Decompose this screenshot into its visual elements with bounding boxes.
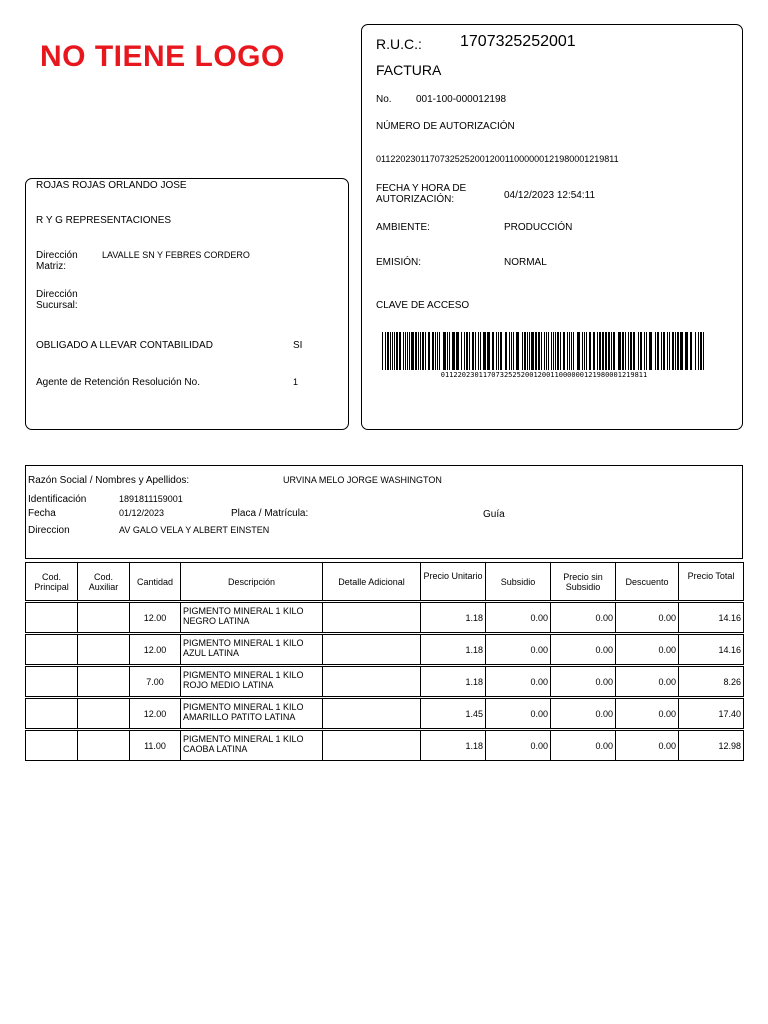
barcode-bar (640, 332, 642, 370)
authorization-date-value: 04/12/2023 12:54:11 (504, 190, 596, 201)
cell-cantidad: 12.00 (130, 635, 181, 665)
barcode-bar (409, 332, 410, 370)
barcode-bar (611, 332, 612, 370)
barcode-bar (464, 332, 465, 370)
barcode-bar (613, 332, 615, 370)
barcode-bar (487, 332, 490, 370)
cell-detalle-adicional (323, 603, 421, 633)
items-header-row (26, 563, 744, 601)
cell-cantidad: 11.00 (130, 731, 181, 761)
barcode-bar (625, 332, 626, 370)
barcode-bar (439, 332, 440, 370)
barcode-bar (524, 332, 526, 370)
header-precio-unitario: Precio Unitario (421, 563, 486, 601)
invoice-number-value: 001-100-000012198 (416, 94, 507, 105)
barcode-bar (649, 332, 652, 370)
barcode-bar (399, 332, 401, 370)
barcode-bar (644, 332, 645, 370)
table-row (26, 667, 744, 697)
cell-subsidio: 0.00 (486, 603, 551, 633)
barcode-bar (551, 332, 552, 370)
barcode-bar (577, 332, 580, 370)
header-precio-total: Precio Total (679, 563, 744, 601)
customer-name-value: URVINA MELO JORGE WASHINGTON (283, 475, 442, 485)
barcode-bar (553, 332, 554, 370)
barcode-bar (672, 332, 674, 370)
barcode-bar (405, 332, 406, 370)
cell-precio-sin-subsidio: 0.00 (551, 699, 616, 729)
cell-subsidio: 0.00 (486, 667, 551, 697)
barcode-bar (418, 332, 419, 370)
barcode-bar (469, 332, 470, 370)
cell-precio-total: 17.40 (679, 699, 744, 729)
ruc-value: 1707325252001 (460, 33, 576, 50)
access-key-label: CLAVE DE ACCESO (376, 300, 470, 311)
header-detalle-adicional: Detalle Adicional (323, 563, 421, 601)
cell-precio-unitario: 1.18 (421, 603, 486, 633)
authorization-date-label: FECHA Y HORA DE AUTORIZACIÓN: (376, 183, 467, 205)
accounting-obligation-label: OBLIGADO A LLEVAR CONTABILIDAD (36, 340, 213, 351)
barcode-bar (396, 332, 398, 370)
cell-descripcion: PIGMENTO MINERAL 1 KILO CAOBA LATINA (181, 731, 323, 761)
cell-descuento: 0.00 (616, 731, 679, 761)
cell-descripcion: PIGMENTO MINERAL 1 KILO ROJO MEDIO LATINA (181, 667, 323, 697)
barcode-bar (422, 332, 424, 370)
barcode-bar (527, 332, 528, 370)
barcode-bar (605, 332, 607, 370)
barcode-bar (511, 332, 512, 370)
cell-subsidio: 0.00 (486, 699, 551, 729)
barcode-bar (560, 332, 561, 370)
barcode-bar (382, 332, 383, 370)
barcode-bar (646, 332, 647, 370)
barcode-bar (480, 332, 481, 370)
barcode-bar (622, 332, 624, 370)
plate-label: Placa / Matrícula: (231, 508, 309, 519)
barcode-bar (555, 332, 556, 370)
cell-cod-principal (26, 699, 78, 729)
barcode-bar (638, 332, 639, 370)
barcode-bar (420, 332, 421, 370)
header-descripcion: Descripción (181, 563, 323, 601)
barcode-bar (447, 332, 448, 370)
customer-address-value: AV GALO VELA Y ALBERT EINSTEN (119, 525, 270, 535)
cell-subsidio: 0.00 (486, 731, 551, 761)
barcode-bar (466, 332, 468, 370)
barcode-bar (563, 332, 565, 370)
issuer-trade-name: R Y G REPRESENTACIONES (36, 215, 172, 226)
table-row (26, 603, 744, 633)
barcode-bar (531, 332, 534, 370)
barcode-bar (680, 332, 683, 370)
cell-precio-unitario: 1.18 (421, 635, 486, 665)
barcode-bar (483, 332, 486, 370)
barcode-bar (703, 332, 704, 370)
cell-precio-sin-subsidio: 0.00 (551, 635, 616, 665)
barcode-bar (548, 332, 549, 370)
cell-detalle-adicional (323, 731, 421, 761)
customer-id-label: Identificación (28, 494, 87, 505)
access-key-barcode-text: 0112202301170732525200120011000000121980001219811 (440, 371, 648, 379)
logo-text: NO TIENE LOGO (40, 40, 285, 73)
cell-cod-principal (26, 635, 78, 665)
barcode-bar (385, 332, 386, 370)
barcode-bar (456, 332, 459, 370)
barcode-bar (633, 332, 635, 370)
barcode-bar (677, 332, 679, 370)
branch-address-label: Dirección Sucursal: (36, 289, 78, 311)
barcode-bar (685, 332, 688, 370)
barcode-bar (428, 332, 430, 370)
ruc-label: R.U.C.: (376, 36, 422, 52)
cell-cantidad: 12.00 (130, 699, 181, 729)
cell-precio-sin-subsidio: 0.00 (551, 667, 616, 697)
barcode-bar (516, 332, 519, 370)
cell-precio-sin-subsidio: 0.00 (551, 731, 616, 761)
access-key-barcode (380, 332, 708, 370)
barcode-bar (589, 332, 591, 370)
barcode-bar (586, 332, 587, 370)
cell-cod-auxiliar (78, 731, 130, 761)
barcode-bar (535, 332, 537, 370)
cell-descuento: 0.00 (616, 667, 679, 697)
barcode-bar (571, 332, 572, 370)
barcode-bar (390, 332, 391, 370)
barcode-bar (437, 332, 438, 370)
cell-cod-auxiliar (78, 667, 130, 697)
barcode-bar (599, 332, 601, 370)
barcode-bar (407, 332, 408, 370)
cell-descripcion: PIGMENTO MINERAL 1 KILO AZUL LATINA (181, 635, 323, 665)
barcode-bar (700, 332, 702, 370)
cell-descripcion: PIGMENTO MINERAL 1 KILO NEGRO LATINA (181, 603, 323, 633)
barcode-bar (475, 332, 476, 370)
invoice-number-label: No. (376, 94, 392, 105)
barcode-bar (618, 332, 621, 370)
cell-descuento: 0.00 (616, 699, 679, 729)
barcode-bar (557, 332, 559, 370)
customer-name-label: Razón Social / Nombres y Apellidos: (28, 475, 190, 486)
accounting-obligation-value: SI (293, 340, 303, 351)
barcode-bar (661, 332, 662, 370)
barcode-bar (569, 332, 570, 370)
table-row (26, 731, 744, 761)
barcode-bar (544, 332, 545, 370)
cell-cantidad: 7.00 (130, 667, 181, 697)
cell-detalle-adicional (323, 699, 421, 729)
barcode-bar (630, 332, 632, 370)
issue-date-value: 01/12/2023 (119, 508, 165, 518)
barcode-bar (582, 332, 583, 370)
barcode-bar (655, 332, 656, 370)
barcode-bar (667, 332, 668, 370)
cell-cod-principal (26, 731, 78, 761)
barcode-bar (690, 332, 692, 370)
barcode-bar (492, 332, 494, 370)
barcode-bar (698, 332, 699, 370)
barcode-bar (602, 332, 604, 370)
authorization-number-value: 0112202301170732525200120011000000121980001219811 (376, 154, 619, 164)
barcode-bar (443, 332, 446, 370)
barcode-bar (394, 332, 395, 370)
customer-address-label: Direccion (28, 525, 70, 536)
cell-subsidio: 0.00 (486, 635, 551, 665)
issue-date-label: Fecha (28, 508, 56, 519)
emission-label: EMISIÓN: (376, 257, 422, 268)
barcode-bar (657, 332, 659, 370)
barcode-bar (546, 332, 547, 370)
barcode-bar (478, 332, 479, 370)
barcode-bar (505, 332, 507, 370)
barcode-bar (628, 332, 629, 370)
barcode-bar (472, 332, 474, 370)
emission-value: NORMAL (504, 257, 547, 268)
cell-cantidad: 12.00 (130, 603, 181, 633)
cell-precio-total: 14.16 (679, 635, 744, 665)
cell-cod-principal (26, 603, 78, 633)
cell-precio-unitario: 1.18 (421, 731, 486, 761)
cell-precio-unitario: 1.45 (421, 699, 486, 729)
barcode-bar (432, 332, 434, 370)
barcode-bar (500, 332, 502, 370)
header-cantidad: Cantidad (130, 563, 181, 601)
barcode-bar (584, 332, 585, 370)
table-row (26, 635, 744, 665)
barcode-bar (435, 332, 436, 370)
withholding-agent-label: Agente de Retención Resolución No. (36, 377, 200, 388)
barcode-bar (695, 332, 696, 370)
barcode-bar (538, 332, 540, 370)
barcode-bar (541, 332, 542, 370)
cell-precio-unitario: 1.18 (421, 667, 486, 697)
barcode-bar (411, 332, 414, 370)
cell-cod-auxiliar (78, 699, 130, 729)
cell-descripcion: PIGMENTO MINERAL 1 KILO AMARILLO PATITO LATINA (181, 699, 323, 729)
environment-label: AMBIENTE: (376, 222, 430, 233)
barcode-bar (597, 332, 598, 370)
cell-descuento: 0.00 (616, 603, 679, 633)
barcode-bar (403, 332, 404, 370)
withholding-agent-value: 1 (293, 377, 299, 387)
table-row (26, 699, 744, 729)
cell-detalle-adicional (323, 635, 421, 665)
authorization-number-label: NÚMERO DE AUTORIZACIÓN (376, 121, 515, 132)
barcode-bar (529, 332, 530, 370)
barcode-bar (509, 332, 510, 370)
header-cod-principal: Cod. Principal (26, 563, 78, 601)
cell-precio-sin-subsidio: 0.00 (551, 603, 616, 633)
barcode-bar (449, 332, 450, 370)
issuer-name: ROJAS ROJAS ORLANDO JOSE (36, 180, 187, 191)
barcode-bar (593, 332, 595, 370)
barcode-bar (608, 332, 610, 370)
main-address-label: Dirección Matriz: (36, 250, 78, 272)
items-table (25, 562, 744, 761)
cell-precio-total: 14.16 (679, 603, 744, 633)
cell-precio-total: 12.98 (679, 731, 744, 761)
invoice-title: FACTURA (376, 62, 442, 78)
barcode-bar (675, 332, 676, 370)
customer-id-value: 1891811159001 (119, 494, 183, 504)
cell-detalle-adicional (323, 667, 421, 697)
main-address-value: LAVALLE SN Y FEBRES CORDERO (102, 250, 250, 260)
header-precio-sin-subsidio: Precio sin Subsidio (551, 563, 616, 601)
barcode-bar (573, 332, 574, 370)
barcode-bar (392, 332, 393, 370)
header-subsidio: Subsidio (486, 563, 551, 601)
barcode-bar (567, 332, 568, 370)
header-descuento: Descuento (616, 563, 679, 601)
cell-cod-auxiliar (78, 603, 130, 633)
barcode-bar (415, 332, 417, 370)
barcode-bar (498, 332, 499, 370)
barcode-bar (452, 332, 455, 370)
barcode-bar (425, 332, 426, 370)
barcode-bar (461, 332, 462, 370)
cell-cod-auxiliar (78, 635, 130, 665)
cell-cod-principal (26, 667, 78, 697)
barcode-bar (513, 332, 514, 370)
guide-label: Guía (483, 509, 505, 520)
barcode-bar (669, 332, 670, 370)
barcode-bar (522, 332, 523, 370)
barcode-bar (496, 332, 497, 370)
environment-value: PRODUCCIÓN (504, 222, 573, 233)
header-cod-auxiliar: Cod. Auxiliar (78, 563, 130, 601)
cell-descuento: 0.00 (616, 635, 679, 665)
barcode-bar (663, 332, 665, 370)
cell-precio-total: 8.26 (679, 667, 744, 697)
barcode-bar (387, 332, 389, 370)
